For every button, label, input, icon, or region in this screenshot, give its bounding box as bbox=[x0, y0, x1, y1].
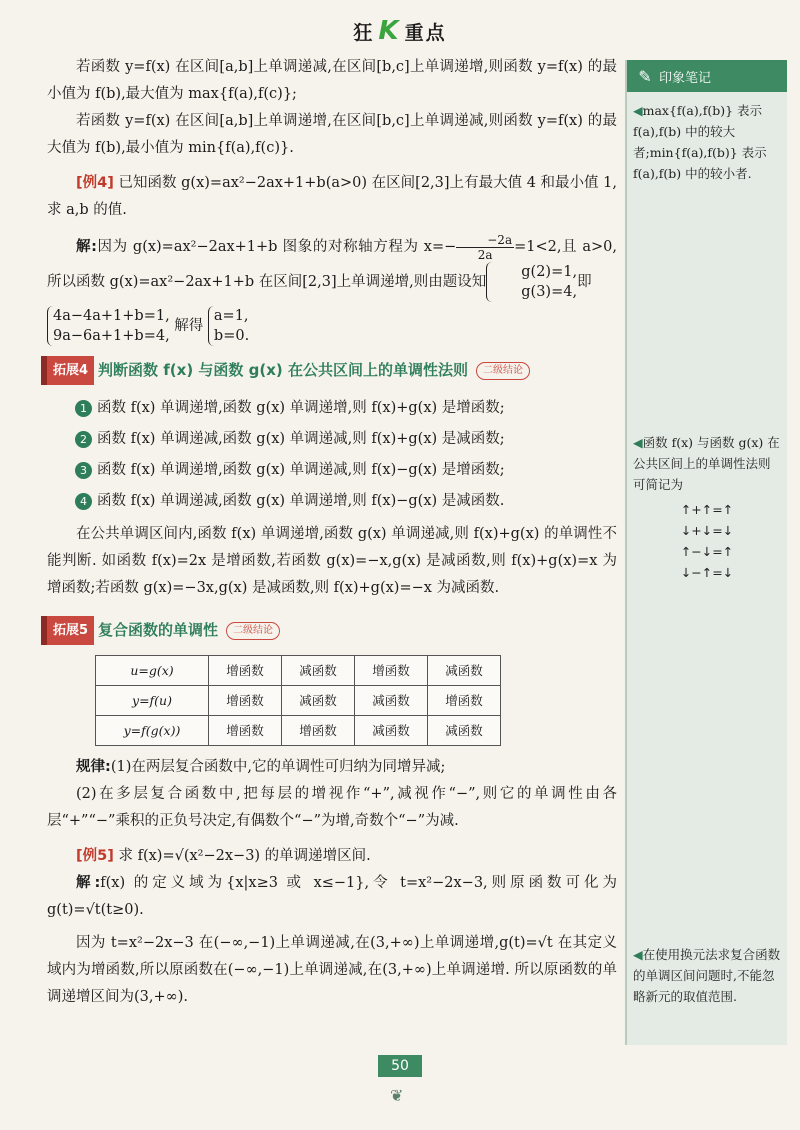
leaf-icon: ❦ bbox=[390, 1086, 404, 1105]
rule-number-badge: 2 bbox=[75, 431, 92, 448]
example-4-solution-text-4: 解得 bbox=[174, 318, 204, 334]
table-cell: 增函数 bbox=[209, 656, 282, 686]
intro-paragraph-1: 若函数 y=f(x) 在区间[a,b]上单调递减,在区间[b,c]上单调递增,则函数 y=f(x) 的最小值为 f(b),最大值为 max{f(a),f(c)}; bbox=[47, 59, 617, 102]
composite-rule-1 bbox=[47, 754, 617, 781]
intro-paragraph-2: 若函数 y=f(x) 在区间[a,b]上单调递增,在区间[b,c]上单调递减,则函数 y=f(x) 的最大值为 f(b),最小值为 min{f(a),f(c)}. bbox=[47, 113, 617, 156]
table-cell: 减函数 bbox=[355, 686, 428, 716]
rule-label: 规律: bbox=[76, 759, 111, 775]
extension-4-heading bbox=[41, 356, 617, 385]
example-4-equations bbox=[47, 306, 617, 346]
notebook-icon: ✎ bbox=[638, 66, 652, 86]
rule-number-badge: 3 bbox=[75, 462, 92, 479]
pointer-icon: ◀ bbox=[633, 435, 643, 450]
table-cell: 减函数 bbox=[282, 686, 355, 716]
example-4-solution-text-3: 即 bbox=[577, 274, 592, 290]
arrow-rule: ↑+↑=↑ bbox=[680, 502, 734, 517]
extension-4-badge: 二级结论 bbox=[476, 362, 530, 380]
extension-4-tag: 拓展4 bbox=[41, 356, 94, 385]
example-5-solution-1 bbox=[47, 870, 617, 924]
example-4-solution-label: 解: bbox=[76, 239, 97, 255]
main-content bbox=[47, 54, 617, 1011]
page-number: 50 bbox=[378, 1055, 422, 1077]
equation-2: 9a−6a+1+b=4, bbox=[53, 328, 170, 344]
composite-rule-2: (2)在多层复合函数中,把每层的增视作“+”,减视作“−”,则它的单调性由各层“+”“−”乘积的正负号决定,有偶数个“−”为增,奇数个“−”为减. bbox=[47, 786, 617, 829]
sidebar-note-1-text: max{f(a),f(b)} 表示 f(a),f(b) 中的较大者;min{f(a),f(b)} 表示 f(a),f(b) 中的较小者. bbox=[633, 103, 767, 181]
answer-system bbox=[208, 306, 249, 346]
example-5-solution-2: 因为 t=x²−2x−3 在(−∞,−1)上单调递减,在(3,+∞)上单调递增,g(t)=√t 在其定义域内为增函数,所以原函数在(−∞,−1)上单调递减,在(3,+∞)上单调递增. 所以原函数的单调递增区间为(3,+∞). bbox=[47, 935, 617, 1005]
extension-4-title: 判断函数 f(x) 与函数 g(x) 在公共区间上的单调性法则 bbox=[98, 361, 468, 379]
fraction-denominator: 2a bbox=[477, 247, 493, 262]
sidebar-header bbox=[627, 60, 787, 92]
example-4-text: 已知函数 g(x)=ax²−2ax+1+b(a>0) 在区间[2,3]上有最大值 4 和最小值 1,求 a,b 的值. bbox=[47, 175, 618, 218]
table-row bbox=[96, 686, 501, 716]
rule-number-badge: 4 bbox=[75, 493, 92, 510]
rule-item bbox=[47, 455, 617, 486]
answer-1: a=1, bbox=[213, 308, 249, 324]
equation-system bbox=[47, 306, 170, 346]
pointer-icon: ◀ bbox=[633, 947, 643, 962]
header-title-b: 重点 bbox=[404, 22, 447, 44]
rule-text: 函数 f(x) 单调递减,函数 g(x) 单调递减,则 f(x)+g(x) 是减函数; bbox=[97, 431, 505, 447]
rule-number-badge: 1 bbox=[75, 400, 92, 417]
table-cell: 增函数 bbox=[209, 716, 282, 746]
example-4-solution-text-2: =1<2,且 a>0,所以函数 g(x)=ax²−2ax+1+b 在区间[2,3]上单调递增,则由题设知 bbox=[47, 239, 617, 290]
table-cell: 增函数 bbox=[428, 686, 501, 716]
condition-system bbox=[486, 262, 577, 302]
example-4-solution-text-1: 因为 g(x)=ax²−2ax+1+b 图象的对称轴方程为 x=− bbox=[96, 239, 457, 255]
arrow-rule: ↓+↓=↓ bbox=[680, 523, 734, 538]
symmetry-axis-fraction bbox=[456, 233, 514, 262]
example-4-label: [ 例4 ] bbox=[76, 175, 114, 191]
table-row bbox=[96, 716, 501, 746]
example-5-label: [ 例5 ] bbox=[76, 848, 114, 864]
table-cell: 增函数 bbox=[282, 716, 355, 746]
extension-5-title: 复合函数的单调性 bbox=[98, 621, 219, 639]
table-cell: 减函数 bbox=[355, 716, 428, 746]
rule-1-text: (1)在两层复合函数中,它的单调性可归纳为同增异减; bbox=[110, 759, 446, 775]
extension-5-heading bbox=[41, 616, 617, 645]
table-cell: u=g(x) bbox=[96, 656, 209, 686]
extension-4-note: 在公共单调区间内,函数 f(x) 单调递增,函数 g(x) 单调递减,则 f(x)+g(x) 的单调性不能判断. 如函数 f(x)=2x 是增函数,若函数 g(x)=−x,g(x) 是减函数,则 f(x)+g(x)=x 为增函数;若函数 g(x)=−3x,g(x) 是减函数,则 f(x)+g(x)=−x 为减函数. bbox=[47, 526, 617, 596]
example-5-problem bbox=[47, 843, 617, 870]
extension-5-tag: 拓展5 bbox=[41, 616, 94, 645]
arrow-rule: ↓−↑=↓ bbox=[680, 565, 734, 580]
page-header bbox=[0, 16, 800, 46]
header-logo-k: K bbox=[378, 16, 401, 46]
example-5-solution-text-1: f(x) 的定义域为{x|x≥3 或 x≤−1},令 t=x²−2x−3,则原函数可化为 g(t)=√t(t≥0). bbox=[47, 875, 617, 918]
table-cell: 减函数 bbox=[428, 656, 501, 686]
rule-text: 函数 f(x) 单调递增,函数 g(x) 单调递减,则 f(x)−g(x) 是增函数; bbox=[97, 462, 505, 478]
rule-item bbox=[47, 393, 617, 424]
rule-item bbox=[47, 424, 617, 455]
sidebar-note-substitution bbox=[633, 944, 781, 1007]
rule-text: 函数 f(x) 单调递减,函数 g(x) 单调递增,则 f(x)−g(x) 是减函数. bbox=[97, 493, 505, 509]
sidebar-note-3-text: 在使用换元法求复合函数的单调区间问题时,不能忽略新元的取值范围. bbox=[633, 947, 781, 1004]
sidebar-note-rules bbox=[633, 432, 781, 583]
arrow-rule: ↑−↓=↑ bbox=[680, 544, 734, 559]
sidebar-note-2-text: 函数 f(x) 与函数 g(x) 在公共区间上的单调性法则可简记为 bbox=[633, 435, 780, 492]
answer-2: b=0. bbox=[213, 328, 250, 344]
sidebar-note-max-min bbox=[633, 100, 781, 184]
example-5-solution-label: 解: bbox=[76, 875, 101, 891]
extension-5-badge: 二级结论 bbox=[226, 622, 280, 640]
header-title-a: 狂 bbox=[353, 22, 375, 44]
extension-4-rules bbox=[47, 393, 617, 517]
fraction-numerator: −2a bbox=[456, 233, 514, 248]
condition-2: g(3)=4, bbox=[521, 284, 578, 300]
table-cell: 增函数 bbox=[355, 656, 428, 686]
table-cell: y=f(u) bbox=[96, 686, 209, 716]
table-cell: 减函数 bbox=[282, 656, 355, 686]
example-4-solution bbox=[47, 232, 617, 302]
rule-text: 函数 f(x) 单调递增,函数 g(x) 单调递增,则 f(x)+g(x) 是增函数; bbox=[97, 400, 505, 416]
monotonicity-table bbox=[95, 655, 501, 746]
table-cell: y=f(g(x)) bbox=[96, 716, 209, 746]
notes-sidebar bbox=[625, 60, 787, 1045]
condition-1: g(2)=1, bbox=[521, 264, 578, 280]
table-row bbox=[96, 656, 501, 686]
table-cell: 减函数 bbox=[428, 716, 501, 746]
example-4-problem bbox=[47, 170, 617, 224]
pointer-icon: ◀ bbox=[633, 103, 643, 118]
rule-item bbox=[47, 486, 617, 517]
equation-1: 4a−4a+1+b=1, bbox=[53, 308, 170, 324]
table-cell: 增函数 bbox=[209, 686, 282, 716]
example-5-text: 求 f(x)=√(x²−2x−3) 的单调递增区间. bbox=[118, 848, 371, 864]
sidebar-title: 印象笔记 bbox=[659, 70, 712, 86]
